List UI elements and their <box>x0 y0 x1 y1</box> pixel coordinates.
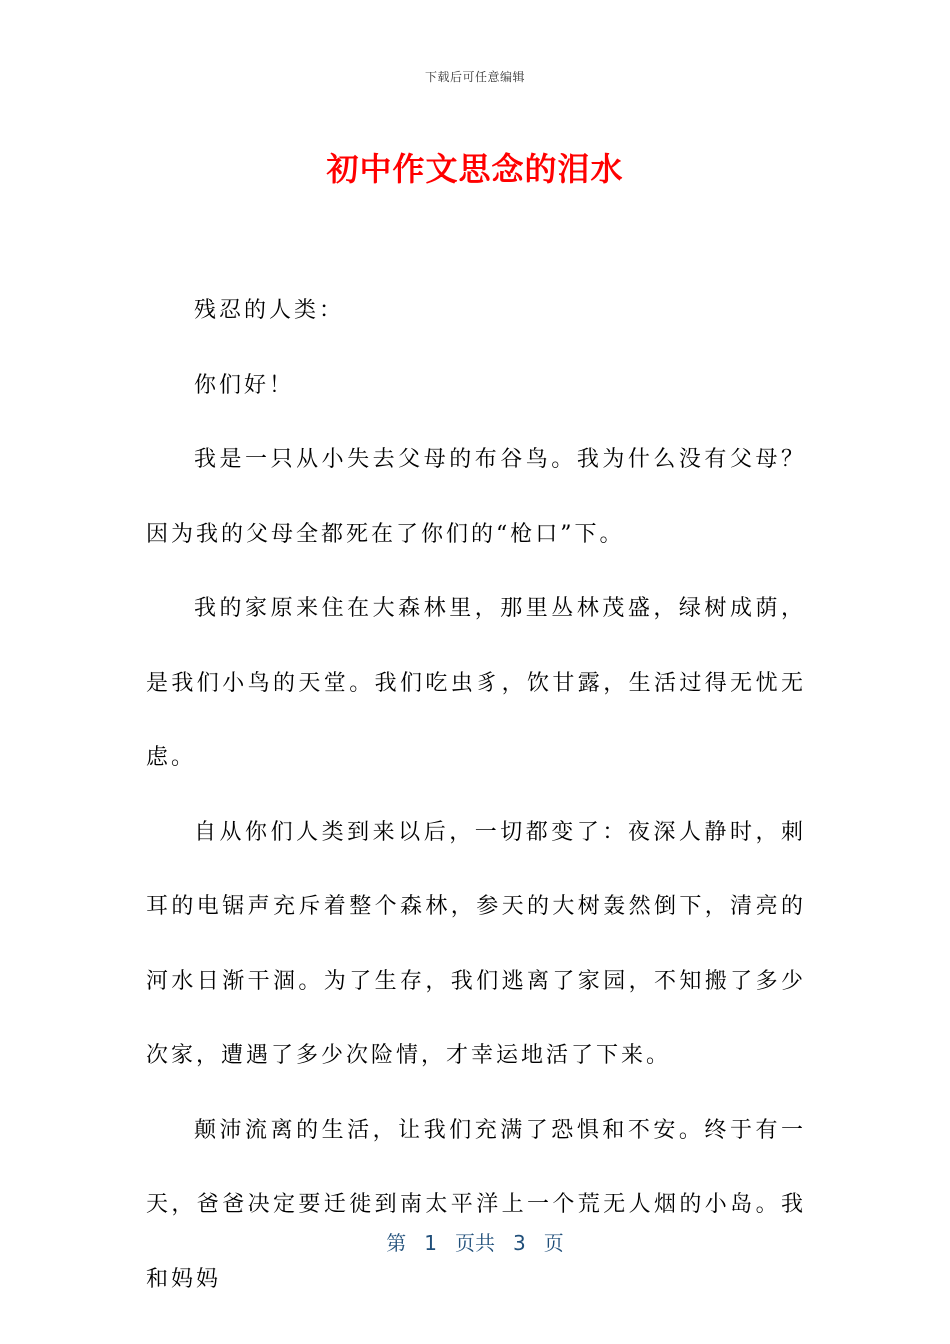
footer-prefix: 第 <box>386 1231 407 1255</box>
paragraph: 自从你们人类到来以后，一切都变了：夜深人静时，刺耳的电锯声充斥着整个森林，参天的大树轰然倒下，清亮的河水日渐干涸。为了生存，我们逃离了家园，不知搬了多少次家，遭遇了多少次险情，才幸运地活了下来。 <box>146 819 806 1068</box>
document-body <box>146 274 806 1317</box>
footer-suffix: 页 <box>543 1231 564 1255</box>
header-note: 下载后可任意编辑 <box>424 70 525 84</box>
footer-middle: 页共 <box>455 1231 495 1255</box>
paragraph: 我的家原来住在大森林里，那里丛林茂盛，绿树成荫，是我们小鸟的天堂。我们吃虫豸，饮甘露，生活过得无忧无虑。 <box>146 596 806 770</box>
footer-current-page: 1 <box>424 1231 437 1255</box>
page-footer <box>0 1227 950 1256</box>
document-title: 初中作文思念的泪水 <box>326 150 624 188</box>
paragraph-hello: 你们好！ <box>194 372 295 398</box>
paragraph: 颠沛流离的生活，让我们充满了恐惧和不安。终于有一天，爸爸决定要迁徙到南太平洋上一个荒无人烟的小岛。我和妈妈 <box>146 1117 806 1292</box>
paragraph: 我是一只从小失去父母的布谷鸟。我为什么没有父母？因为我的父母全都死在了你们的“枪口”下。 <box>146 447 806 547</box>
paragraph-greeting: 残忍的人类： <box>194 298 345 323</box>
footer-total-pages: 3 <box>513 1231 526 1255</box>
